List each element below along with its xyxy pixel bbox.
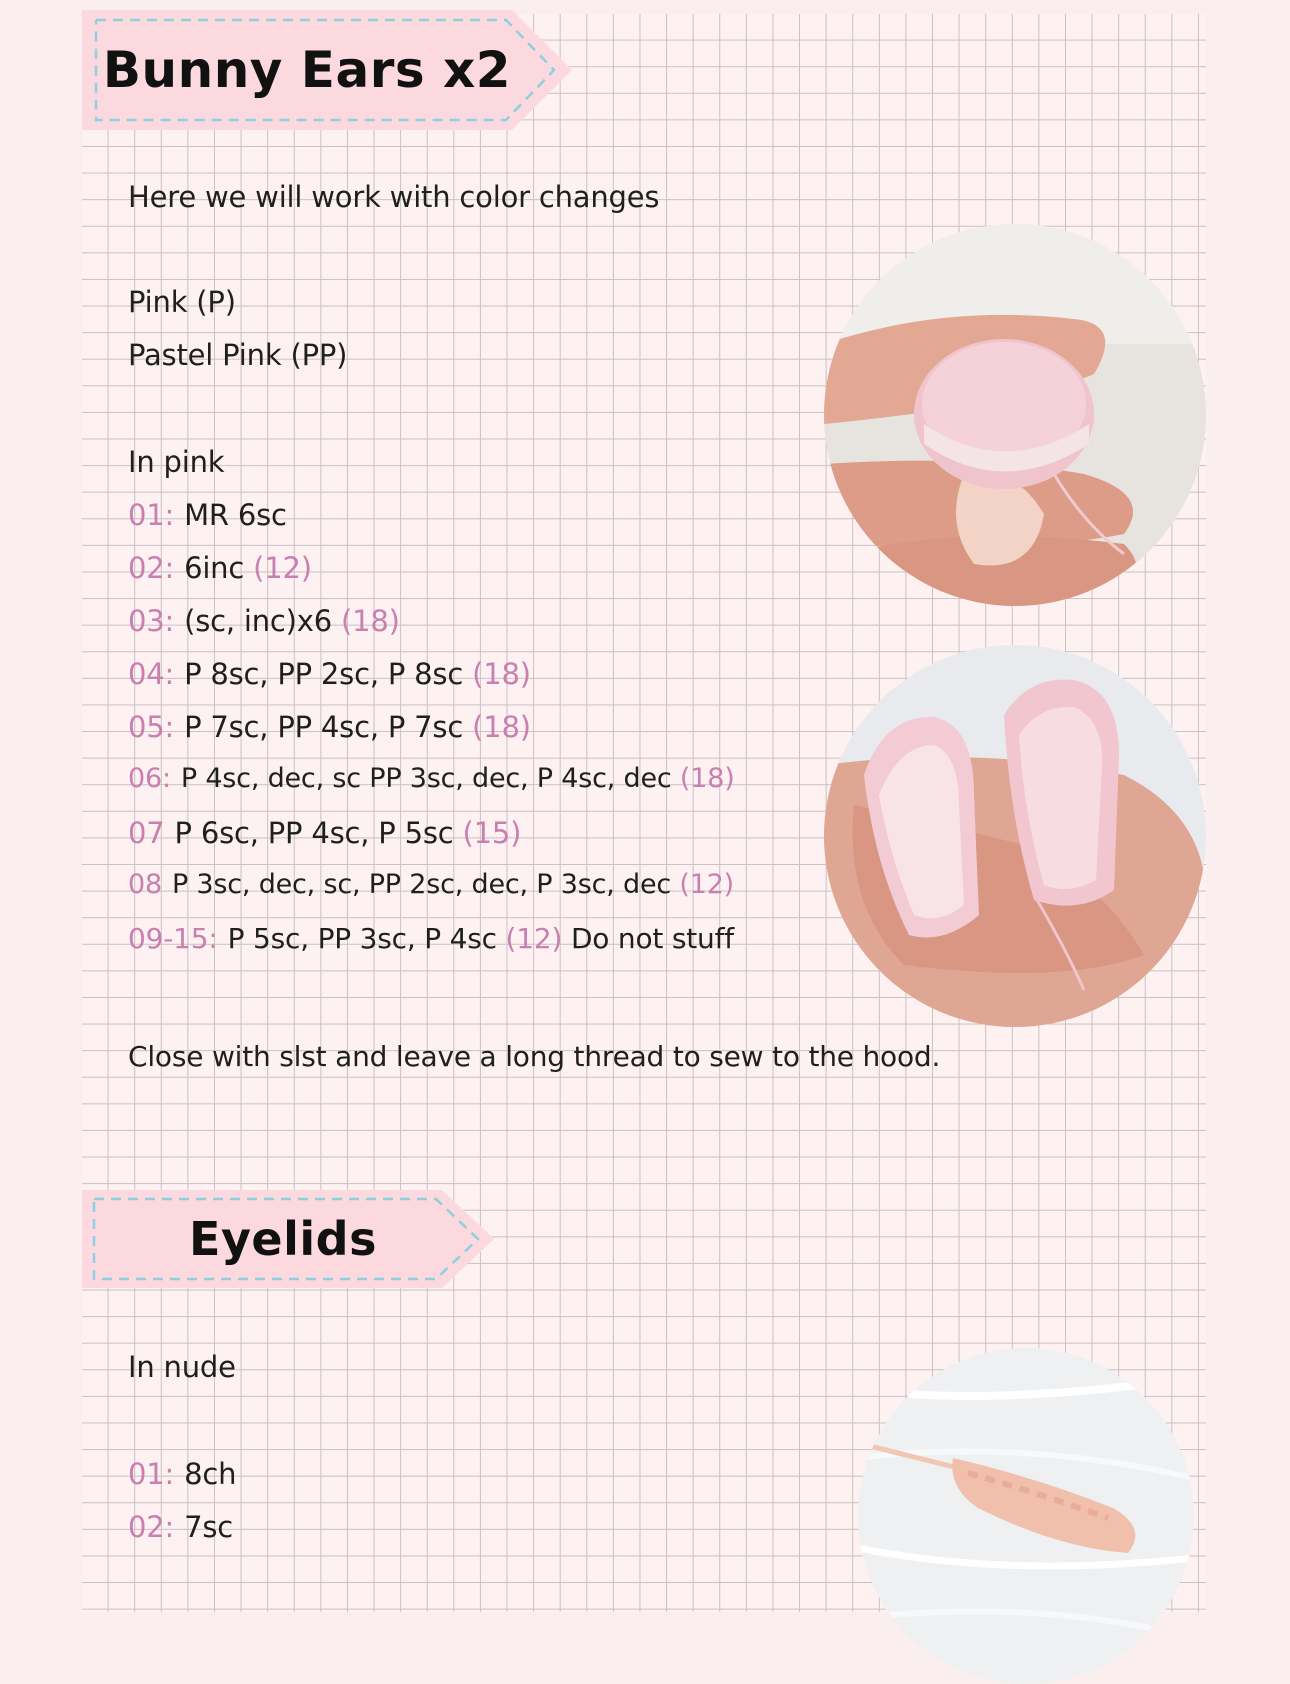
stitch-count: (15) — [462, 816, 522, 850]
row-number: 01: — [128, 1457, 175, 1491]
row-number: 09-15: — [128, 922, 218, 955]
color-pink: Pink (P) — [128, 285, 236, 319]
pattern-row — [128, 816, 521, 850]
row-instruction: MR 6sc — [184, 498, 287, 532]
row-number: 07 — [128, 816, 165, 850]
row-note: Do not stuff — [570, 922, 734, 955]
pattern-row — [128, 604, 400, 638]
section-title: Eyelids — [189, 1212, 377, 1266]
intro-text: Here we will work with color changes — [128, 180, 660, 214]
pattern-row — [128, 763, 735, 794]
color-pastel-pink: Pastel Pink (PP) — [128, 338, 348, 372]
pattern-row — [128, 657, 531, 691]
stitch-count: (12) — [505, 922, 563, 955]
row-instruction: 7sc — [184, 1510, 233, 1544]
row-instruction: (sc, inc)x6 — [184, 604, 332, 638]
row-number: 04: — [128, 657, 175, 691]
row-instruction: P 7sc, PP 4sc, P 7sc — [184, 710, 464, 744]
pattern-row — [128, 710, 531, 744]
pattern-row — [128, 1457, 236, 1491]
pattern-row — [128, 869, 734, 900]
row-instruction: P 4sc, dec, sc PP 3sc, dec, P 4sc, dec — [180, 763, 672, 794]
row-number: 08 — [128, 869, 162, 900]
page-title: Bunny Ears x2 — [102, 41, 512, 99]
row-instruction: P 3sc, dec, sc, PP 2sc, dec, P 3sc, dec — [171, 869, 671, 900]
two-ears-photo — [824, 645, 1206, 1027]
stitch-count: (18) — [341, 604, 400, 638]
ear-in-progress-photo — [824, 224, 1206, 606]
stitch-count: (12) — [253, 551, 312, 585]
pattern-row — [128, 1510, 233, 1544]
pattern-row — [128, 922, 734, 955]
row-instruction: P 5sc, PP 3sc, P 4sc — [227, 922, 497, 955]
pattern-row — [128, 551, 312, 585]
start-color-label: In nude — [128, 1350, 236, 1384]
row-instruction: P 6sc, PP 4sc, P 5sc — [174, 816, 454, 850]
stitch-count: (18) — [679, 763, 735, 794]
stitch-count: (18) — [472, 710, 531, 744]
row-number: 02: — [128, 1510, 175, 1544]
row-instruction: 6inc — [184, 551, 245, 585]
row-number: 02: — [128, 551, 175, 585]
pattern-row — [128, 498, 287, 532]
stitch-count: (18) — [472, 657, 531, 691]
section-banner-eyelids — [82, 1190, 494, 1288]
row-instruction: P 8sc, PP 2sc, P 8sc — [184, 657, 464, 691]
stitch-count: (12) — [679, 869, 735, 900]
row-number: 06: — [128, 763, 171, 794]
closing-instruction: Close with slst and leave a long thread to sew to the hood. — [128, 1040, 941, 1073]
row-number: 03: — [128, 604, 175, 638]
start-color-label: In pink — [128, 445, 225, 479]
section-banner-bunny-ears — [82, 10, 572, 130]
row-number: 01: — [128, 498, 175, 532]
row-number: 05: — [128, 710, 175, 744]
eyelid-photo — [858, 1348, 1194, 1684]
row-instruction: 8ch — [184, 1457, 237, 1491]
